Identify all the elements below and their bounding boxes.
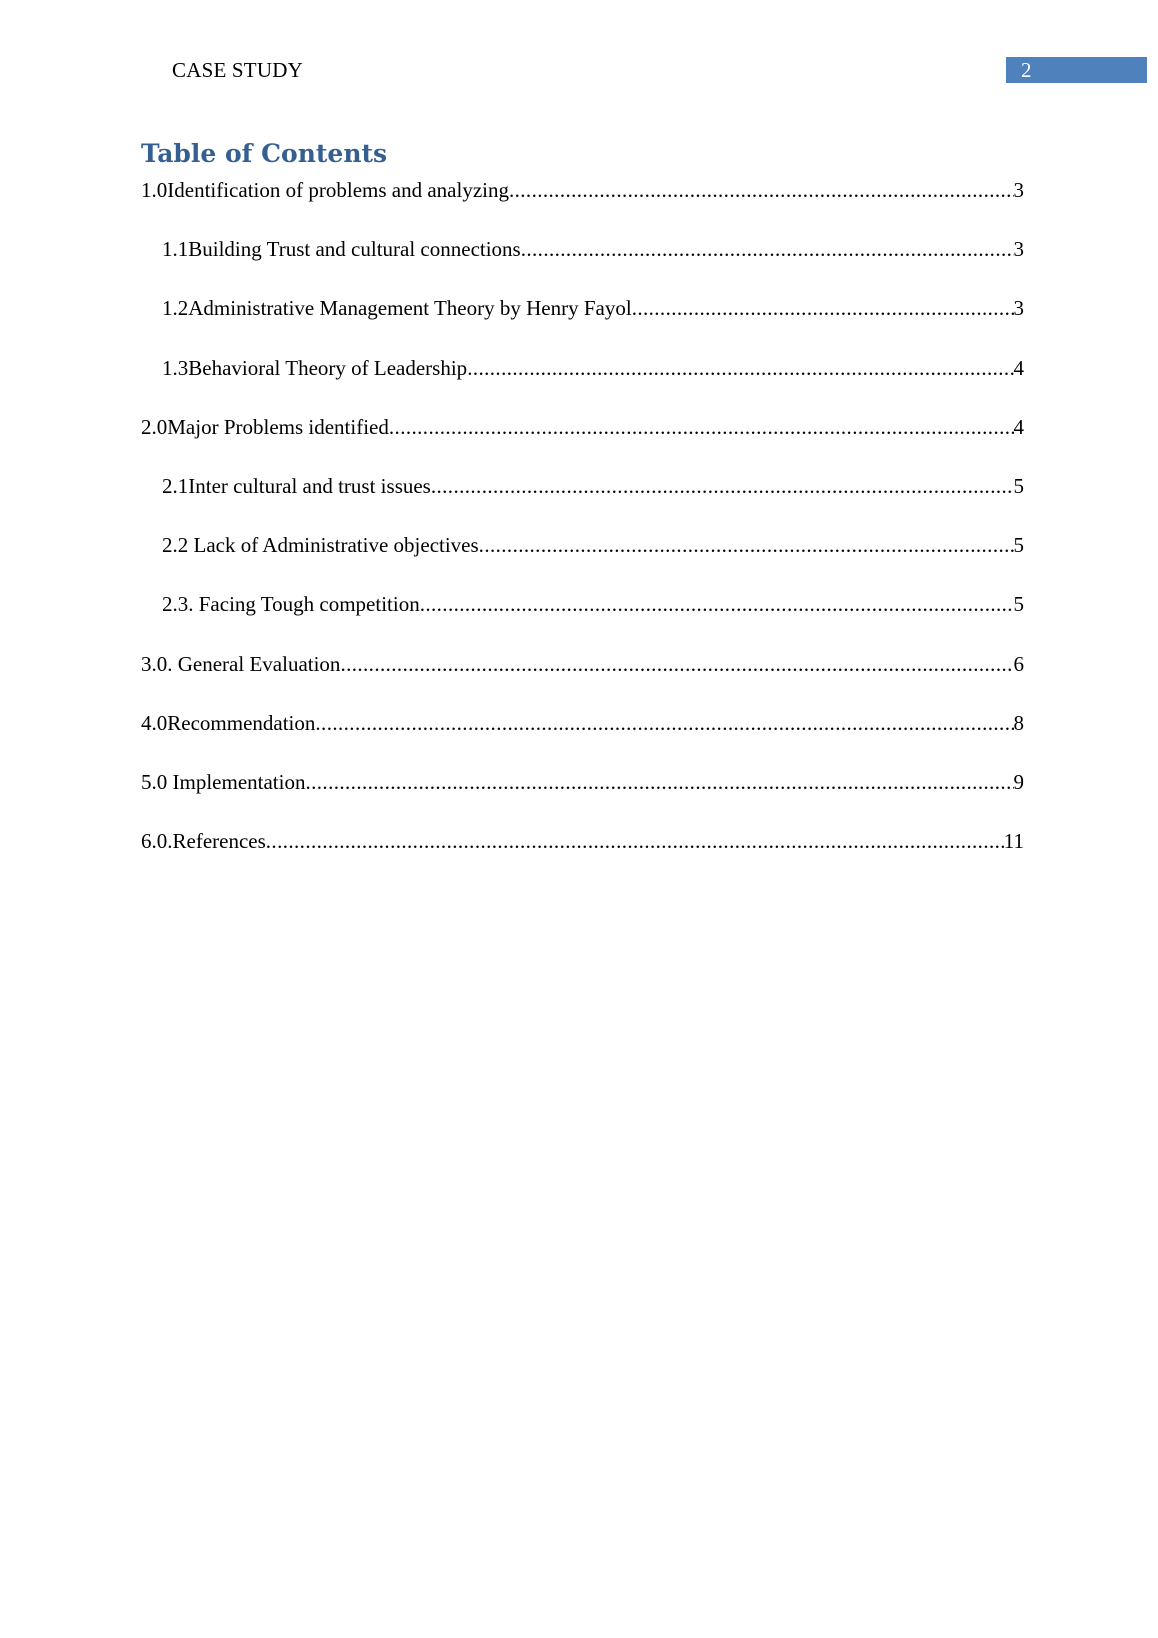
- toc-entry-page: 3: [1013, 237, 1024, 262]
- toc-entry-label: 1.3Behavioral Theory of Leadership: [162, 355, 468, 380]
- toc-entry-page: 5: [1013, 592, 1024, 617]
- toc-entry-label: 3.0. General Evaluation: [141, 651, 341, 676]
- toc-entry-label: 2.3. Facing Tough competition: [162, 592, 420, 617]
- toc-list: [141, 177, 1024, 887]
- toc-entry[interactable]: [141, 236, 1024, 295]
- dot-leader: [467, 355, 1013, 381]
- dot-leader: [340, 651, 1013, 677]
- running-head: CASE STUDY: [172, 58, 303, 82]
- toc-entry[interactable]: [141, 473, 1024, 532]
- dot-leader: [315, 710, 1013, 736]
- dot-leader: [266, 828, 1004, 854]
- toc-entry-label: 1.0Identification of problems and analyzing: [141, 178, 509, 202]
- dot-leader: [431, 473, 1014, 499]
- toc-entry-page: 8: [1013, 710, 1024, 735]
- toc-entry-page: 9: [1013, 769, 1024, 794]
- toc-entry-page: 4: [1013, 355, 1024, 380]
- toc-entry-label: 5.0 Implementation: [141, 769, 306, 794]
- toc-entry[interactable]: [141, 828, 1024, 887]
- toc-entry[interactable]: [141, 532, 1024, 591]
- dot-leader: [632, 295, 1014, 321]
- toc-entry-page: 11: [1003, 829, 1024, 854]
- toc-entry[interactable]: [141, 177, 1024, 236]
- page-number-badge: 2: [1006, 57, 1147, 83]
- toc-entry-label: 6.0.References: [141, 829, 266, 854]
- dot-leader: [521, 236, 1014, 262]
- toc-entry-page: 3: [1013, 178, 1024, 202]
- toc-entry[interactable]: [141, 295, 1024, 354]
- toc-entry-label: 1.1Building Trust and cultural connections: [162, 237, 521, 262]
- toc-entry-page: 5: [1013, 473, 1024, 498]
- toc-entry-label: 2.2 Lack of Administrative objectives: [162, 533, 479, 558]
- dot-leader: [389, 414, 1014, 440]
- toc-entry-label: 2.1Inter cultural and trust issues: [162, 473, 431, 498]
- toc-entry[interactable]: [141, 651, 1024, 710]
- toc-entry[interactable]: [141, 591, 1024, 650]
- toc-entry-label: 2.0Major Problems identified: [141, 414, 389, 439]
- toc-entry-page: 6: [1013, 651, 1024, 676]
- toc-entry[interactable]: [141, 710, 1024, 769]
- dot-leader: [420, 591, 1014, 617]
- toc-entry[interactable]: [141, 355, 1024, 414]
- toc-entry[interactable]: [141, 769, 1024, 828]
- dot-leader: [305, 769, 1013, 795]
- dot-leader: [509, 177, 1014, 203]
- toc-entry[interactable]: [141, 414, 1024, 473]
- toc-entry-page: 3: [1013, 296, 1024, 321]
- toc-entry-page: 4: [1013, 414, 1024, 439]
- dot-leader: [479, 532, 1014, 558]
- toc-entry-label: 4.0Recommendation: [141, 710, 316, 735]
- toc-entry-page: 5: [1013, 533, 1024, 558]
- toc-title: Table of Contents: [141, 139, 388, 168]
- toc-entry-label: 1.2Administrative Management Theory by Henry Fayol: [162, 296, 632, 321]
